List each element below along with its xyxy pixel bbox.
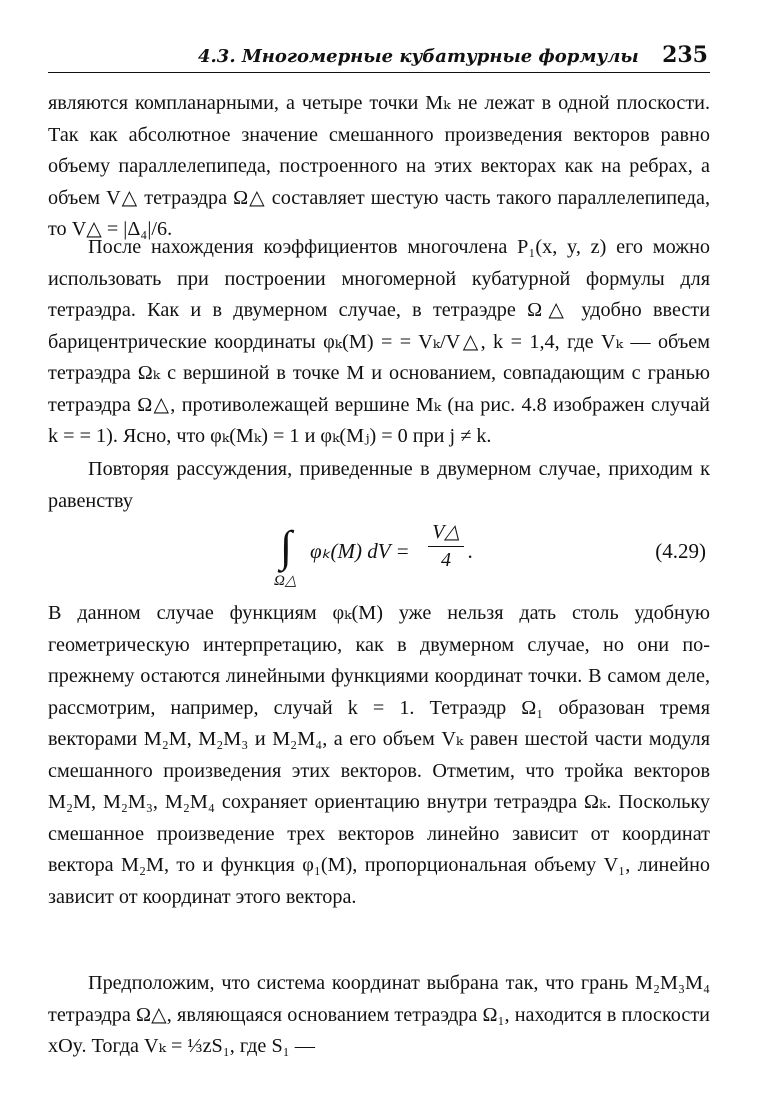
equation-number: (4.29) [655, 539, 706, 563]
paragraph-3: Повторяя рассуждения, приведенные в двумерном случае, приходим к равенству [48, 458, 710, 512]
fraction-numerator: V△ [432, 521, 460, 543]
page-number: 235 [662, 42, 708, 68]
paragraph-4: В данном случае функциям φₖ(M) уже нельзя дать столь удобную геометрическую интерпретацию, как в двумерном случае, но они по-прежнему остаются линейными функциями координат точки. В самом деле, рассмотрим, например, случай k = 1. Тетраэдр Ω₁ образован тремя векторами M₂M, M₂M₃ и M₂M₄, а его объем Vₖ равен шестой части модуля смешанного произведения этих векторов. Отметим, что тройка векторов M₂M, M₂M₃, M₂M₄ сохраняет ориентацию внутри тетраэдра Ωₖ. Поскольку смешанное произведение трех векторов линейно зависит от координат вектора M₂M, то и функция φ₁(M), пропорциональная объему V₁, линейно зависит от координат этого вектора. [48, 602, 710, 908]
fraction-denominator: 4 [441, 549, 451, 571]
fraction [428, 519, 464, 572]
running-header [48, 42, 710, 73]
running-title: 4.3. Многомерные кубатурные формулы [198, 46, 639, 67]
equation-period: . [468, 539, 474, 563]
paragraph-5: Предположим, что система координат выбрана так, что грань M₂M₃M₄ тетраэдра Ω△, являющаяся основанием тетраэдра Ω₁, находится в плоскости xOy. Тогда Vₖ = ⅓zS₁, где S₁ — [48, 972, 710, 1057]
fraction-bar [428, 546, 464, 547]
equation-4-29 [48, 521, 710, 595]
paragraph-2: После нахождения коэффициентов многочлена P₁(x, y, z) его можно использовать при построении многомерной кубатурной формулы для тетраэдра. Как и в двумерном случае, в тетраэдре Ω△ удобно ввести барицентрические координаты φₖ(M) = = Vₖ/V△, k = 1,4, где Vₖ — объем тетраэдра Ωₖ с вершиной в точке M и основанием, совпадающим с гранью тетраэдра Ω△, противолежащей вершине Mₖ (на рис. 4.8 изображен случай k = = 1). Ясно, что φₖ(Mₖ) = 1 и φₖ(Mⱼ) = 0 при j ≠ k. [48, 236, 710, 447]
paragraph-1: являются компланарными, а четыре точки Mₖ не лежат в одной плоскости. Так как абсолютное значение смешанного произведения векторов равно объему параллелепипеда, построенного на этих векторах как на ребрах, а объем V△ тетраэдра Ω△ составляет шестую часть такого параллелепипеда, то V△ = |Δ₄|/6. [48, 92, 710, 240]
integrand: φₖ(M) dV = [310, 539, 410, 563]
integral-domain: Ω△ [274, 573, 297, 589]
integral-sign: ∫ [280, 522, 293, 571]
